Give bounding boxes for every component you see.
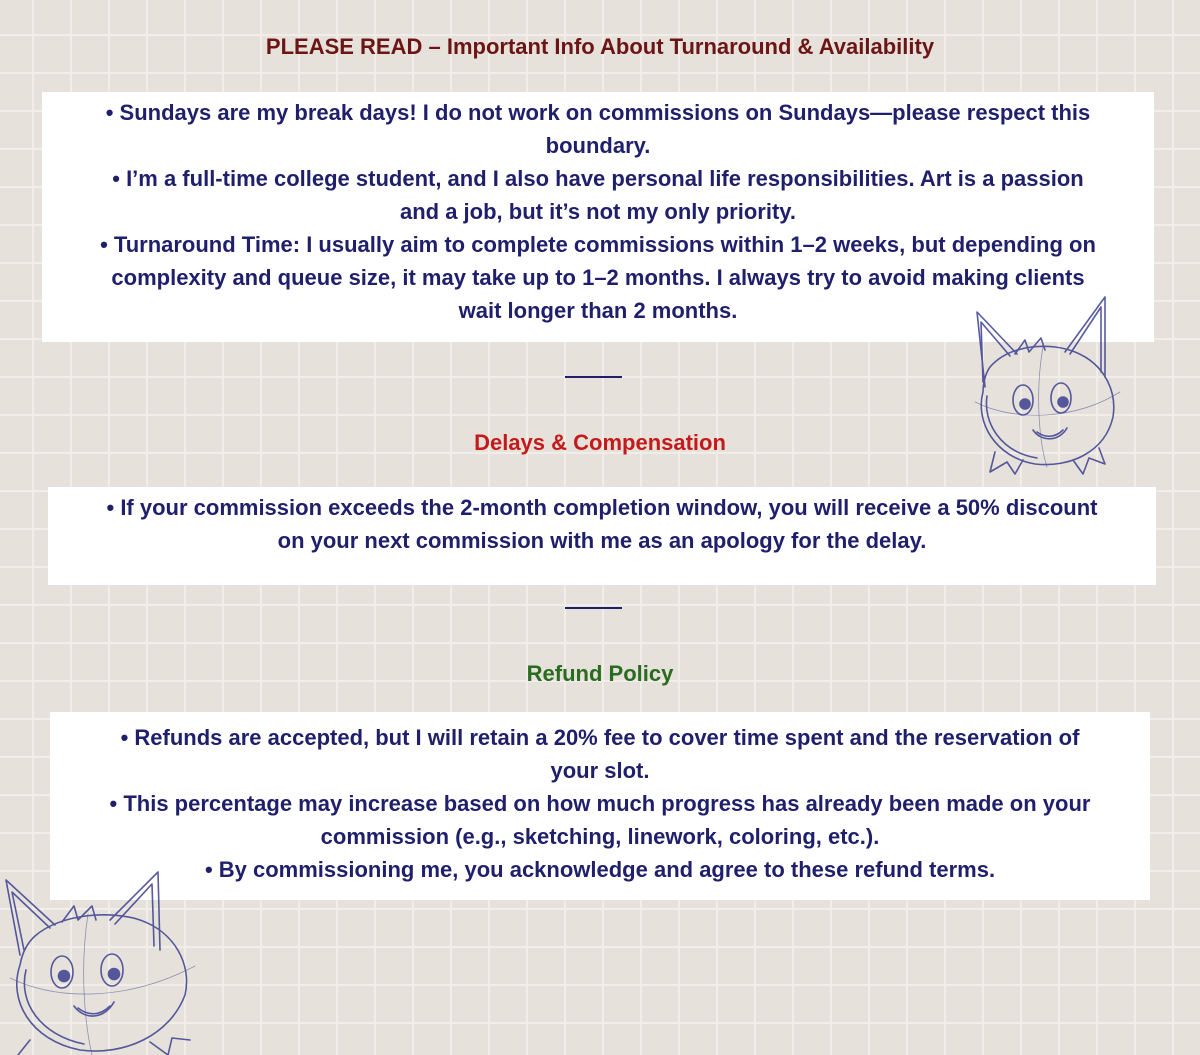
cat-sketch-icon <box>955 292 1130 477</box>
refund-line: • By commissioning me, you acknowledge and agree to these refund terms. <box>204 857 996 882</box>
availability-line: wait longer than 2 months. <box>458 298 738 323</box>
refund-heading: Refund Policy <box>526 661 674 686</box>
delays-line: • If your commission exceeds the 2-month completion window, you will receive a 50% discount <box>106 495 1098 520</box>
delays-heading: Delays & Compensation <box>474 430 726 455</box>
availability-line: • Sundays are my break days! I do not work on commissions on Sundays—please respect this <box>105 100 1091 125</box>
availability-line: • I’m a full-time college student, and I also have personal life responsibilities. Art is a passion <box>112 166 1084 191</box>
refund-line: • Refunds are accepted, but I will retain a 20% fee to cover time spent and the reservation of <box>120 725 1080 750</box>
availability-line: and a job, but it’s not my only priority. <box>399 199 796 224</box>
section-divider <box>565 376 622 378</box>
availability-heading: PLEASE READ – Important Info About Turnaround & Availability <box>265 34 935 59</box>
refund-box <box>50 712 1150 900</box>
refund-line: • This percentage may increase based on how much progress has already been made on your <box>109 791 1091 816</box>
availability-line: boundary. <box>545 133 651 158</box>
section-divider <box>565 607 622 609</box>
refund-line: commission (e.g., sketching, linework, coloring, etc.). <box>320 824 880 849</box>
refund-line: your slot. <box>550 758 650 783</box>
availability-line: complexity and queue size, it may take up to 1–2 months. I always try to avoid making clients <box>111 265 1085 290</box>
availability-line: • Turnaround Time: I usually aim to complete commissions within 1–2 weeks, but depending on <box>100 232 1096 257</box>
delays-line: on your next commission with me as an apology for the delay. <box>277 528 927 553</box>
delays-box <box>48 487 1156 585</box>
cat-sketch-icon <box>0 870 205 1055</box>
